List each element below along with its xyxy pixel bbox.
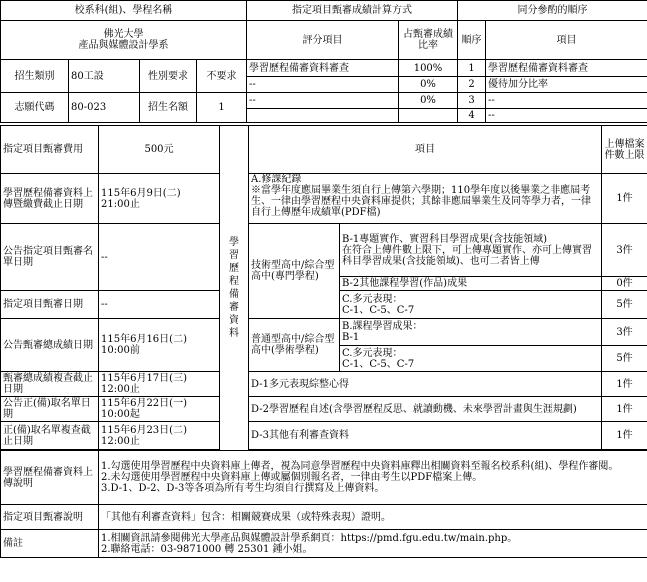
date-value	[99, 422, 220, 450]
review-details-table	[0, 125, 647, 558]
upload-count-header: 上傳檔案件數上限	[602, 126, 647, 174]
item-d2-count: 1件	[602, 397, 647, 422]
tie-item-header: 項目	[486, 21, 647, 60]
date-value: --	[99, 224, 220, 291]
date-value-text: 115年6月9日(二) 21:00止	[101, 187, 181, 210]
date-label: 公告甄審總成績日期	[1, 319, 99, 372]
date-value	[99, 319, 220, 372]
date-value-text: 115年6月23日(二) 12:00止	[101, 424, 187, 447]
date-value-text: 115年6月17日(三) 12:00止	[101, 373, 187, 395]
calc-ratio: 0%	[399, 93, 458, 109]
date-label: 公告正(備)取名單日期	[1, 397, 99, 422]
item-b-general-count: 3件	[602, 319, 647, 346]
item-b1-count: 3件	[602, 224, 647, 277]
school-name: 佛光大學	[103, 29, 144, 40]
general-school-label: 普通型高中/綜合型高中(學術學程)	[249, 319, 340, 372]
group-value: 80工設	[69, 60, 140, 93]
item-c-general: C.多元表現： C-1、C-5、C-7	[340, 346, 602, 372]
code-value: 80-023	[69, 93, 140, 123]
dept-name-cell	[1, 21, 247, 60]
gender-value: 不要求	[197, 60, 247, 93]
date-label: 公告指定項目甄審名單日期	[1, 224, 99, 291]
date-value	[99, 174, 220, 224]
date-label: 指定項目甄審日期	[1, 291, 99, 319]
fee-label: 指定項目甄審費用	[1, 126, 99, 174]
calc-item: --	[247, 93, 399, 109]
tie-item: --	[486, 109, 647, 123]
tie-item: --	[486, 93, 647, 109]
tie-order: 1	[458, 60, 486, 77]
calc-empty	[247, 109, 399, 123]
dept-header: 校系科(組)、學程名稱	[1, 1, 247, 21]
item-c-tech: C.多元表現： C-1、C-5、C-7	[340, 291, 602, 319]
portfolio-side-label	[220, 126, 249, 451]
spec-desc-text: 「其他有利審查資料」包含：相關競賽成果（或特殊表現）證明。	[99, 505, 647, 530]
date-value	[99, 372, 220, 397]
item-d1: D-1多元表現綜整心得	[249, 372, 602, 397]
department-name: 產品與媒體設計學系	[78, 40, 169, 51]
calc-ratio: 0%	[399, 77, 458, 93]
calc-header: 指定項目甄審成績計算方式	[247, 1, 458, 21]
item-b2: B-2其他課程學習(作品)成果	[340, 277, 602, 291]
calc-ratio: 100%	[399, 60, 458, 77]
calc-empty	[399, 109, 458, 123]
tie-order: 3	[458, 93, 486, 109]
date-label: 學習歷程備審資料上傳暨繳費截止日期	[1, 174, 99, 224]
item-a-course-record: A.修課紀錄 ※當學年度應屆畢業生須自行上傳第六學期；110學年度以後畢業之非應屆考生、一律由學習歷程中央資料庫提供；其餘非應屆畢業生及同等學力者，一律自行上傳歷年成績單(PDF檔)	[249, 174, 602, 224]
quota-value: 1	[197, 93, 247, 123]
score-item-header: 評分項目	[247, 21, 399, 60]
tie-header: 同分參酌的順序	[458, 1, 647, 21]
date-value-text: 115年6月22日(一) 10:00起	[101, 398, 187, 420]
item-d2: D-2學習歷程自述(含學習歷程反思、就讀動機、未來學習計畫與生涯規劃)	[249, 397, 602, 422]
item-a-count: 1件	[602, 174, 647, 224]
spec-desc-label: 指定項目甄審說明	[1, 505, 99, 530]
items-header: 項目	[249, 126, 602, 174]
order-header: 順序	[458, 21, 486, 60]
side-label-text: 學 習 歷 程 備 審 資 料	[229, 237, 239, 339]
item-b-general: B.課程學習成果： B-1	[340, 319, 602, 346]
date-label: 甄審總成績複查截止日期	[1, 372, 99, 397]
date-value-text: 115年6月16日(二) 10:00前	[101, 334, 187, 356]
note-label: 備註	[1, 530, 99, 558]
admission-summary-table	[0, 0, 647, 123]
tech-school-label: 技術型高中/綜合型高中(專門學程)	[249, 224, 340, 319]
calc-item: 學習歷程備審資料審查	[247, 60, 399, 77]
date-label: 正(備)取名單複查截止日期	[1, 422, 99, 450]
tie-item: 優待加分比率	[486, 77, 647, 93]
gender-label: 性別要求	[140, 60, 197, 93]
item-d3-count: 1件	[602, 422, 647, 450]
upload-desc-label: 學習歷程備審資料上傳說明	[1, 451, 99, 505]
tie-item: 學習歷程備審資料審查	[486, 60, 647, 77]
item-c-tech-count: 5件	[602, 291, 647, 319]
item-d3: D-3其他有利審查資料	[249, 422, 602, 450]
note-text: 1.相關資訊請參閱佛光大學產品與媒體設計學系網頁：https://pmd.fgu.edu.tw/main.php。 2.聯絡電話：03-9871000 轉 25301 鍾小姐。	[99, 530, 647, 558]
item-b1: B-1專題實作、實習科目學習成果(含技能領域) 在符合上傳件數上限下，可上傳專題實作、亦可上傳實習科目學習成果(含技能領域)、也可二者皆上傳	[340, 224, 602, 277]
tie-order: 2	[458, 77, 486, 93]
calc-item: --	[247, 77, 399, 93]
item-d1-count: 1件	[602, 372, 647, 397]
tie-order: 4	[458, 109, 486, 123]
code-label: 志願代碼	[1, 93, 69, 123]
date-value: --	[99, 291, 220, 319]
fee-value: 500元	[99, 126, 220, 174]
quota-label: 招生名額	[140, 93, 197, 123]
ratio-header: 占甄審成績比率	[399, 21, 458, 60]
item-b2-count: 0件	[602, 277, 647, 291]
item-c-general-count: 5件	[602, 346, 647, 372]
date-value	[99, 397, 220, 422]
upload-desc-text: 1.勾選使用學習歷程中央資料庫上傳者，視為同意學習歷程中央資料庫釋出相關資料至報名校系科(組)、學程作審閱。 2.未勾選使用學習歷程中央資料庫上傳或屬個別報名者，一律由考生以PDF檔案上傳。 3.D-1、D-2、D-3等各項為所有考生均須自行撰寫及上傳資料。	[99, 451, 647, 505]
group-label: 招生類別	[1, 60, 69, 93]
